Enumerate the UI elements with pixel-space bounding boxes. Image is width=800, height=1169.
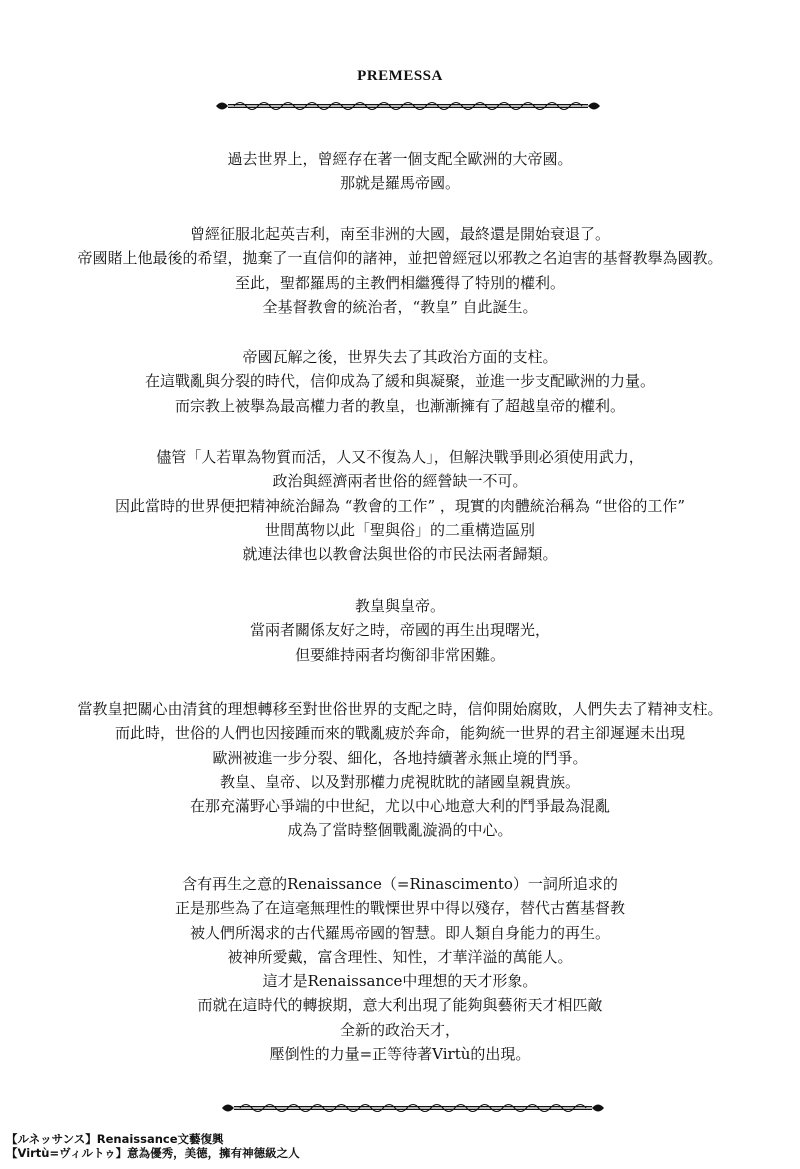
text-line: 而就在這時代的轉捩期，意大利出現了能夠與藝術天才相匹敵 — [197, 996, 603, 1015]
ornamental-divider-top — [212, 98, 604, 114]
text-line: 當教皇把關心由清貧的理想轉移至對世俗世界的支配之時，信仰開始腐敗，人們失去了精神支柱。 — [77, 700, 723, 718]
text-line: 當兩者關係友好之時，帝國的再生出現曙光， — [249, 621, 550, 640]
paragraph-pope-and-emperor — [0, 594, 800, 667]
text-line: 全新的政治天才， — [339, 1020, 460, 1039]
text-line: 被人們所渴求的古代羅馬帝國的智慧。即人類自身能力的再生。 — [189, 923, 610, 942]
ornamental-divider-bottom — [218, 1100, 608, 1116]
text-line: 教皇、皇帝、以及對那權力虎視眈眈的諸國皇親貴族。 — [219, 772, 580, 791]
text-line: 這才是Renaissance中理想的天才形象。 — [262, 972, 538, 991]
text-line: 就連法律也以教會法與世俗的市民法兩者歸類。 — [242, 545, 558, 564]
text-line: 正是那些為了在這毫無理性的戰慄世界中得以殘存，替代古舊基督教 — [174, 899, 625, 918]
paragraph-birth-of-pope — [0, 222, 800, 319]
paragraph-renaissance — [0, 872, 800, 1066]
translator-notes — [6, 1132, 300, 1160]
text-line: 帝國瓦解之後，世界失去了其政治方面的支柱。 — [242, 348, 558, 366]
text-line: 儘管「人若單為物質而活，人又不復為人」，但解決戰爭則必須使用武力， — [156, 448, 644, 466]
page-title: PREMESSA — [357, 68, 443, 84]
text-line: 而此時，世俗的人們也因接踵而來的戰亂疲於奔命，能夠統一世界的君主卻遲遲未出現 — [114, 724, 685, 743]
note-virtu: 【Virtù=ヴィルトゥ】意為優秀，美德，擁有神德級之人 — [6, 1146, 300, 1160]
note-renaissance: 【ルネッサンス】Renaissance文藝復興 — [6, 1132, 224, 1146]
text-line: 在那充滿野心爭端的中世紀，尤以中心地意大利的鬥爭最為混亂 — [189, 797, 610, 816]
text-line: 世間萬物以此「聖與俗」的二重構造區別 — [264, 520, 535, 539]
text-line: 但要維持兩者均衡卻非常困難。 — [294, 645, 505, 664]
text-line: 被神所愛戴，富含理性、知性，才華洋溢的萬能人。 — [227, 947, 573, 966]
text-line: 全基督教會的統治者，“教皇” 自此誕生。 — [262, 297, 538, 316]
text-line: 曾經征服北起英吉利，南至非洲的大國，最終還是開始衰退了。 — [189, 225, 610, 243]
text-line: 壓倒性的力量=正等待著Virtù的出現。 — [269, 1045, 531, 1064]
text-line: 含有再生之意的Renaissance（=Rinascimento）一詞所追求的 — [182, 875, 618, 893]
text-line: 教皇與皇帝。 — [354, 597, 445, 615]
paragraph-sacred-and-secular — [0, 445, 800, 566]
paragraph-roman-empire — [0, 147, 800, 196]
text-line: 至此，聖都羅馬的主教們相繼獲得了特別的權利。 — [234, 273, 565, 292]
text-line: 帝國賭上他最後的希望，拋棄了一直信仰的諸神，並把曾經冠以邪教之名迫害的基督教擧為國教。 — [77, 249, 723, 268]
paragraph-empire-collapse — [0, 345, 800, 418]
paragraph-corruption-and-strife — [0, 697, 800, 843]
text-line: 在這戰亂與分裂的時代，信仰成為了緩和與凝聚，並進一步支配歐洲的力量。 — [144, 372, 655, 391]
text-line: 因此當時的世界便把精神統治歸為 “教會的工作” ，現實的肉體統治稱為 “世俗的工作” — [115, 496, 685, 515]
text-line: 政治與經濟兩者世俗的經營缺一不可。 — [272, 472, 528, 491]
text-line: 歐洲被進一步分裂、細化，各地持續著永無止境的鬥爭。 — [212, 748, 588, 767]
text-line: 成為了當時整個戰亂漩渦的中心。 — [287, 821, 513, 840]
text-line: 過去世界上，曾經存在著一個支配全歐洲的大帝國。 — [227, 150, 573, 168]
text-line: 那就是羅馬帝國。 — [339, 174, 460, 193]
text-line: 而宗教上被擧為最高權力者的教皇，也漸漸擁有了超越皇帝的權利。 — [174, 396, 625, 415]
